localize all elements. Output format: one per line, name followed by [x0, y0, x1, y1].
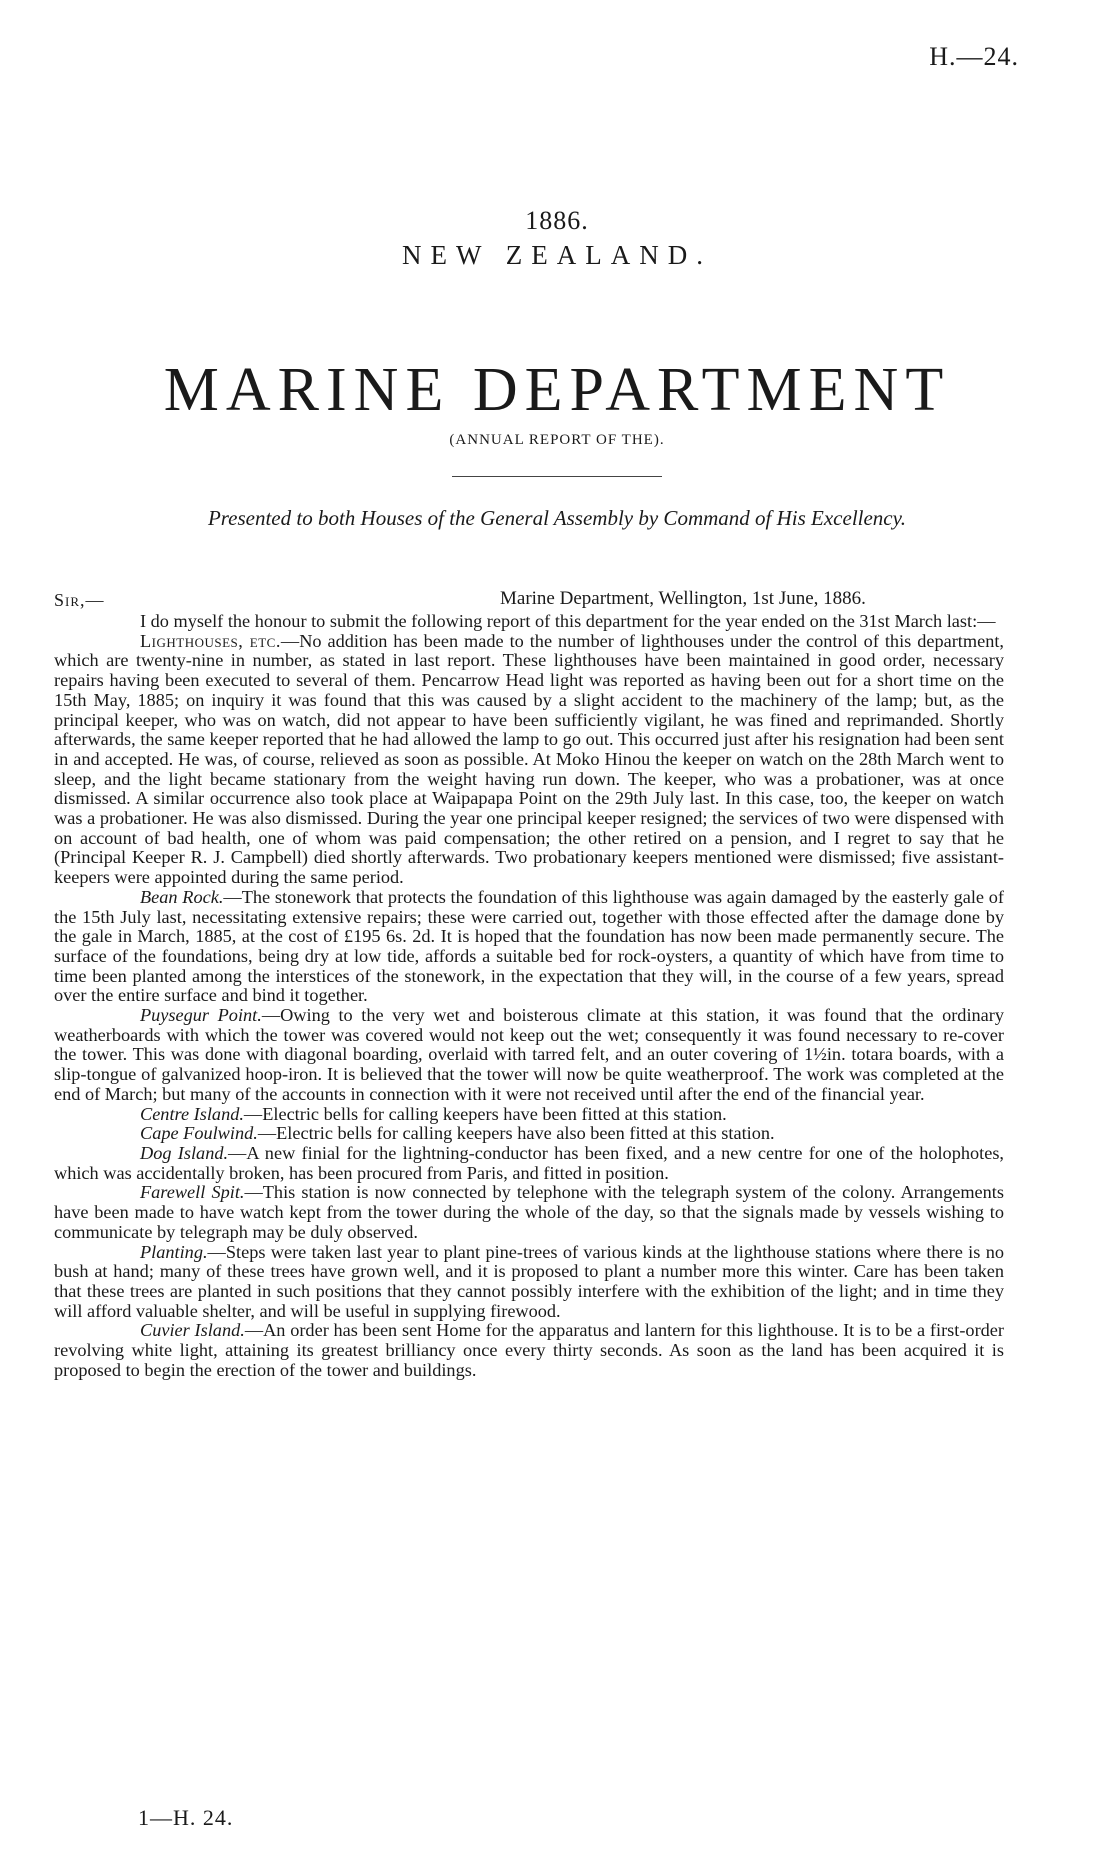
section-text: Owing to the very wet and boisterous climate at this station, it was found that the ordinary weatherboards with which the tower was covered would not keep out the wet; consequently it was found necessary to re-cover the tower. This was done with diagonal boarding, overlaid with tarred felt, and an outer covering of 1½in. totara boards, with a slip-tongue of galvanized hoop-iron. It is believed that the tower will now be quite weatherproof. The work was completed at the end of March; but many of the accounts in connection with it were not received until after the end of the financial year. [54, 1005, 1005, 1104]
section-heading: Centre Island. [140, 1103, 244, 1124]
section-paragraph: Puysegur Point.—Owing to the very wet and boisterous climate at this station, it was found that the ordinary weatherboards with which the tower was covered would not keep out the wet; consequently it was found necessary to re-cover the tower. This was done with diagonal boarding, overlaid with tarred felt, and an outer covering of 1½in. totara boards, with a slip-tongue of galvanized hoop-iron. It is believed that the tower will now be quite weatherproof. The work was completed at the end of March; but many of the accounts in connection with it were not received until after the end of the financial year. [54, 1005, 1005, 1104]
section-heading: Cape Foulwind. [140, 1123, 258, 1144]
document-title: MARINE DEPARTMENT [163, 356, 951, 424]
section-text: Electric bells for calling keepers have also been fitted at this station. [276, 1123, 775, 1144]
section-paragraph: Lighthouses, etc.—No addition has been made to the number of lighthouses under the control of this department, which are twenty-nine in number, as stated in last report. These lighthouses have been maintained in good order, necessary repairs having been executed to several of them. Pencarrow Head light was reported as having been out for a short time on the 15th May, 1885; on inquiry it was found that this was caused by a slight accident to the machinery of the lamp; but, as the principal keeper, who was on watch, did not appear to have been sufficiently vigilant, he was fined and reprimanded. Shortly afterwards, the same keeper reported that he had allowed the lamp to go out. This occurred just after his resignation had been sent in and accepted. He was, of course, relieved as soon as possible. At Moko Hinou the keeper on watch on the 28th March went to sleep, and the light became stationary from the weight having run down. The keeper, who was a probationer, was at once dismissed. A similar occurrence also took place at Waipapapa Point on the 29th July last. In this case, too, the keeper on watch was a probationer. He was also dismissed. During the year one principal keeper resigned; the services of two were dispensed with on account of bad health, one of whom was paid compensation; the other retired on a pension, and I regret to say that he (Principal Keeper R. J. Campbell) died shortly afterwards. Two probationary keepers mentioned were dismissed; five assistant-keepers were appointed during the same period. [54, 630, 1004, 888]
page-reference: H.—24. [929, 42, 1019, 71]
section-text: A new finial for the lightning-conductor has been fixed, and a new centre for one of the holophotes, which was accidentally broken, has been procured from Paris, and fitted in position. [54, 1142, 1004, 1183]
document-year: 1886. [525, 206, 589, 235]
section-text: Steps were taken last year to plant pine-trees of various kinds at the lighthouse stations where there is no bush at hand; many of these trees have grown well, and it is proposed to plant a number more this winter. Care has been taken that these trees are planted in such positions that they cannot possibly interfere with the exhibition of the light; and in time they will afford valuable shelter, and will be useful in supplying firewood. [54, 1241, 1004, 1321]
section-paragraph: Centre Island.—Electric bells for calling keepers have been fitted at this station. [140, 1103, 727, 1124]
letter-dateline: Marine Department, Wellington, 1st June, 1886. [500, 588, 866, 609]
section-paragraph: Cape Foulwind.—Electric bells for calling keepers have also been fitted at this station. [140, 1123, 775, 1144]
title-divider [452, 476, 662, 477]
section-paragraph: Planting.—Steps were taken last year to plant pine-trees of various kinds at the lighthouse stations where there is no bush at hand; many of these trees have grown well, and it is proposed to plant a number more this winter. Care has been taken that these trees are planted in such positions that they cannot possibly interfere with the exhibition of the light; and in time they will afford valuable shelter, and will be useful in supplying firewood. [54, 1241, 1004, 1321]
section-text: The stonework that protects the foundation of this lighthouse was again damaged by the easterly gale of the 15th July last, necessitating extensive repairs; these were carried out, together with those effected after the damage done by the gale in March, 1885, at the cost of £195 6s. 2d. It is hoped that the foundation has now been made permanently secure. The surface of the foundations, being dry at low tide, affords a suitable bed for rock-oysters, a quantity of which have from time to time been planted among the interstices of the stonework, in the expectation that they will, in the course of a few years, spread over the entire surface and bind it together. [54, 886, 1004, 1006]
signature-reference: 1—H. 24. [138, 1805, 234, 1830]
section-text: An order has been sent Home for the apparatus and lantern for this lighthouse. It is to be a first-order revolving white light, attaining its greatest brilliancy once every thirty seconds. As soon as the land has been acquired it is proposed to begin the erection of the tower and buildings. [54, 1320, 1005, 1380]
section-paragraph: Farewell Spit.—This station is now connected by telephone with the telegraph system of the colony. Arrangements have been made to have watch kept from the tower during the whole of the day, so that the signals made by vessels wishing to communicate by telegraph may be duly observed. [54, 1182, 1004, 1242]
section-heading: Dog Island. [140, 1142, 229, 1163]
section-heading: Cuvier Island. [140, 1320, 245, 1341]
report-body [54, 612, 1004, 1380]
intro-paragraph [54, 612, 1004, 632]
section-heading: Farewell Spit. [140, 1182, 245, 1203]
document-subtitle: (ANNUAL REPORT OF THE). [449, 432, 665, 448]
letter-salutation: Sir,— [54, 590, 105, 610]
section-text: No addition has been made to the number of lighthouses under the control of this department, which are twenty-nine in number, as stated in last report. These lighthouses have been maintained in good order, necessary repairs having been executed to several of them. Pencarrow Head light was reported as having been out for a short time on the 15th May, 1885; on inquiry it was found that this was caused by a slight accident to the machinery of the lamp; but, as the principal keeper, who was on watch, did not appear to have been sufficiently vigilant, he was fined and reprimanded. Shortly afterwards, the same keeper reported that he had allowed the lamp to go out. This occurred just after his resignation had been sent in and accepted. He was, of course, relieved as soon as possible. At Moko Hinou the keeper on watch on the 28th March went to sleep, and the light became stationary from the weight having run down. The keeper, who was a probationer, was at once dismissed. A similar occurrence also took place at Waipapapa Point on the 29th July last. In this case, too, the keeper on watch was a probationer. He was also dismissed. During the year one principal keeper resigned; the services of two were dispensed with on account of bad health, one of whom was paid compensation; the other retired on a pension, and I regret to say that he (Principal Keeper R. J. Campbell) died shortly afterwards. Two probationary keepers mentioned were dismissed; five assistant-keepers were appointed during the same period. [54, 630, 1004, 888]
section-heading: Puysegur Point. [140, 1005, 262, 1026]
section-paragraph: Cuvier Island.—An order has been sent Home for the apparatus and lantern for this lighthouse. It is to be a first-order revolving white light, attaining its greatest brilliancy once every thirty seconds. As soon as the land has been acquired it is proposed to begin the erection of the tower and buildings. [54, 1320, 1005, 1380]
section-heading: Lighthouses, etc. [140, 630, 281, 651]
section-heading: Planting. [140, 1241, 208, 1262]
section-paragraph: Bean Rock.—The stonework that protects the foundation of this lighthouse was again damaged by the easterly gale of the 15th July last, necessitating extensive repairs; these were carried out, together with those effected after the damage done by the gale in March, 1885, at the cost of £195 6s. 2d. It is hoped that the foundation has now been made permanently secure. The surface of the foundations, being dry at low tide, affords a suitable bed for rock-oysters, a quantity of which have from time to time been planted among the interstices of the stonework, in the expectation that they will, in the course of a few years, spread over the entire surface and bind it together. [54, 886, 1004, 1006]
intro-text: I do myself the honour to submit the following report of this department for the year ended on the 31st March last:— [140, 611, 996, 631]
section-heading: Bean Rock. [140, 886, 224, 907]
section-paragraph: Dog Island.—A new finial for the lightning-conductor has been fixed, and a new centre for one of the holophotes, which was accidentally broken, has been procured from Paris, and fitted in position. [54, 1142, 1004, 1183]
presentation-line: Presented to both Houses of the General Assembly by Command of His Excellency. [207, 506, 907, 530]
section-text: This station is now connected by telephone with the telegraph system of the colony. Arrangements have been made to have watch kept from the tower during the whole of the day, so that the signals made by vessels wishing to communicate by telegraph may be duly observed. [54, 1182, 1004, 1242]
country-heading: NEW ZEALAND. [402, 240, 712, 270]
section-text: Electric bells for calling keepers have been fitted at this station. [262, 1103, 727, 1124]
